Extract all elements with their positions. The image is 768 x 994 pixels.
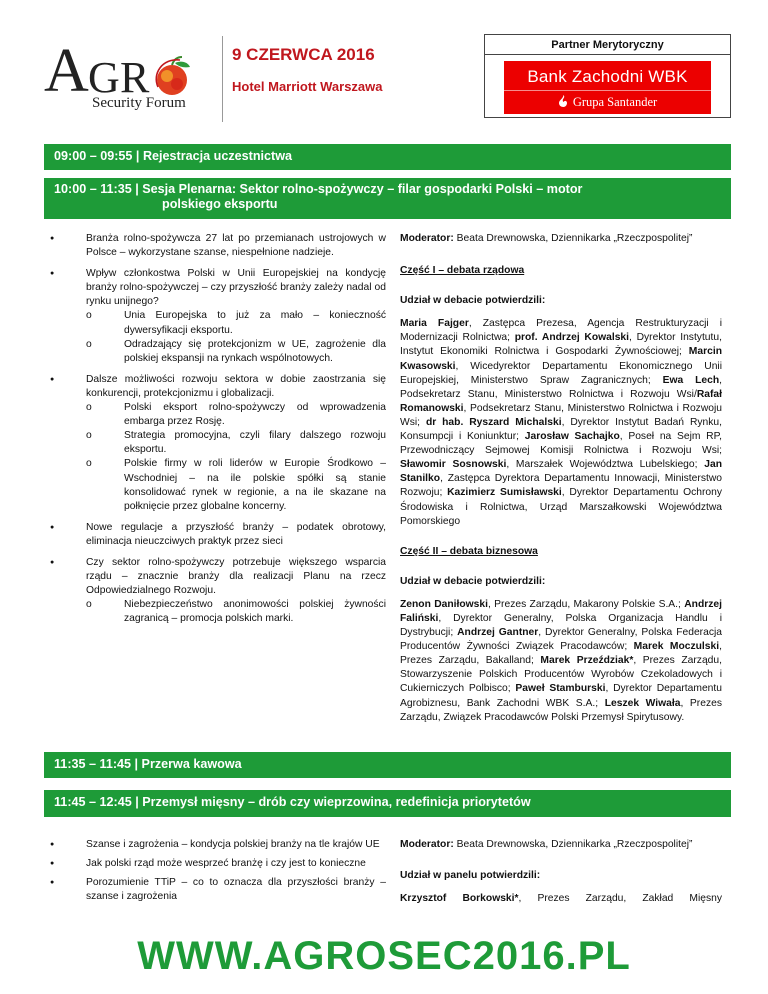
- part2-confirmed-label: Udział w debacie potwierdzili:: [400, 575, 546, 587]
- subtopic-item: o Odradzający się protekcjonizm w UE, zagrożenie dla polskiej ekspansji na rynkach wspólnotowych.: [86, 338, 386, 366]
- logo-letter-a: A: [44, 37, 89, 105]
- bank-logo: [504, 61, 711, 114]
- session2-panel: [400, 838, 722, 906]
- panel-participants: Krzysztof Borkowski*, Prezes Zarządu, Zakład Mięsny: [400, 893, 722, 905]
- header-divider: [222, 36, 223, 122]
- partner-divider: [485, 54, 730, 55]
- part1-participants: Maria Fajger, Zastępca Prezesa, Agencja Restrukturyzacji i Modernizacji Rolnictwa; prof. Andrzej Kowalski, Dyrektor Instytutu, Instytut Ekonomiki Rolnictwa i Gospodarki Żywnościowej; Marcin Kwasowski, Wicedyrektor Departamentu Ekonomicznego Unii Europejskiej, Ministerstwo Spraw Zagranicznych; Ewa Lech, Podsekretarz Stanu, Ministerstwo Rolnictwa i Rozwoju Wsi/Rafał Romanowski, Podsekretarz Stanu, Ministerstwo Rolnictwa i Rozwoju Wsi; dr hab. Ryszard Michalski, Dyrektor Instytut Badań Rynku, Konsumpcji i Koniunktur; Jarosław Sachajko, Poseł na Sejm RP, Przewodniczący Sejmowej Komisji Rolnictwa i Rozwoju Wsi; Sławomir Sosnowski, Marszałek Województwa Lubelskiego; Jan Stanilko, Zastępca Dyrektora Departamentu Innowacji, Ministerstwo Rozwoju; Kazimierz Sumisławski, Dyrektor Departamentu Ochrony Środowiska i Rolnictwa, Urząd Marszałkowski Województwa Pomorskiego: [400, 318, 723, 527]
- part2-participants: Zenon Daniłowski, Prezes Zarządu, Makarony Polskie S.A.; Andrzej Faliński, Dyrektor Generalny, Polska Organizacja Handlu i Dystrybucji; Andrzej Gantner, Dyrektor Generalny, Polska Federacja Producentów Żywności Związek Pracodawców; Marek Moczulski, Prezes Zarządu, Bakalland; Marek Przeździak*, Prezes Zarządu, Stowarzyszenie Polskich Producentów Wyrobów Czekoladowych i Cukierniczych Polbisco; Paweł Stamburski, Dyrektor Departamentu Agrobiznesu, Bank Zachodni WBK S.A.; Leszek Wiwała, Prezes Zarządu, Związek Pracodawców Polski Przemysł Spirytusowy.: [400, 598, 722, 723]
- part1-title: Część I – debata rządowa: [400, 265, 525, 277]
- session2-topics: [48, 838, 386, 911]
- agenda-bar-break: [44, 752, 731, 778]
- subtopic-item: o Polski eksport rolno-spożywczy od wprowadzenia embarga przez Rosję.: [86, 401, 386, 429]
- topic-item: ● Wpływ członkostwa Polski w Unii Europejskiej na kondycję branży rolno-spożywczej – czy przyszłość branży zależy nadal od rynku unijnego? o Unia Europejska to już za mało – konieczność dywersyfikacji eksportu. o Odradzający się protekcjonizm w UE, zagrożenie dla polskiej ekspansji na rynkach wspólnotowych.: [48, 267, 386, 366]
- topic-item: ● Porozumienie TTiP – co to oznacza dla przyszłości branży – szanse i zagrożenia: [48, 876, 386, 904]
- bank-group-name: Grupa Santander: [572, 95, 658, 109]
- partner-label: Partner Merytoryczny: [551, 39, 664, 51]
- session2-title: 11:45 – 12:45 | Przemysł mięsny – drób czy wieprzowina, redefinicja priorytetów: [54, 795, 531, 809]
- topic-item: ● Jak polski rząd może wesprzeć branżę i czy jest to konieczne: [48, 857, 386, 871]
- agenda-bar-session2: [44, 790, 731, 817]
- session1-title-line2: polskiego eksportu: [162, 197, 278, 211]
- part2-title: Część II – debata biznesowa: [400, 545, 538, 557]
- apple-icon: [148, 54, 196, 100]
- logo-letter-g: G: [88, 53, 120, 102]
- bank-name: Bank Zachodni WBK: [527, 67, 688, 86]
- session1-title-line1: 10:00 – 11:35 | Sesja Plenarna: Sektor rolno-spożywczy – filar gospodarki Polski – motor: [54, 182, 583, 196]
- registration-title: 09:00 – 09:55 | Rejestracja uczestnictwa: [54, 149, 293, 163]
- moderator-line: Moderator: Beata Drewnowska, Dziennikarka „Rzeczpospolitej”: [400, 233, 693, 244]
- subtopic-item: o Niebezpieczeństwo anonimowości polskiej żywności zagranicą – promocja polskich marki.: [86, 598, 386, 626]
- event-date: 9 CZERWCA 2016: [232, 45, 375, 64]
- panel-confirmed-label: Udział w panelu potwierdzili:: [400, 870, 541, 882]
- subtopic-item: o Strategia promocyjna, czyli filary dalszego rozwoju eksportu.: [86, 429, 386, 457]
- moderator-line: Moderator: Beata Drewnowska, Dziennikarka „Rzeczpospolitej”: [400, 839, 693, 850]
- topic-item: ● Dalsze możliwości rozwoju sektora w dobie zaostrzania się konkurencji, protekcjonizmu i globalizacji. o Polski eksport rolno-spożywczy od wprowadzenia embarga przez Rosję. o Strategia promocyjna, czyli filary dalszego rozwoju eksportu. o Polskie firmy w roli liderów w Europie Środkowo – Wschodniej – na ile polskie spółki są stanie konsolidować rynek w regionie, a na ile skazane na połknięcie przez globalne koncerny.: [48, 373, 386, 514]
- event-venue: Hotel Marriott Warszawa: [232, 79, 383, 94]
- agenda-bar-registration: [44, 144, 731, 170]
- agenda-bar-session1: [44, 178, 731, 219]
- part1-confirmed-label: Udział w debacie potwierdzili:: [400, 295, 546, 307]
- topic-item: ● Nowe regulacje a przyszłość branży – podatek obrotowy, eliminacja nieuczciwych praktyk przez sieci: [48, 521, 386, 549]
- topic-item: ● Czy sektor rolno-spożywczy potrzebuje większego wsparcia rządu – znacznie branży dla realizacji Planu na rzecz Odpowiedzialnego Rozwoju. o Niebezpieczeństwo anonimowości polskiej żywności zagranicą – promocja polskich marki.: [48, 556, 386, 626]
- logo-subtitle: Security Forum: [92, 95, 186, 111]
- santander-flame-icon: [558, 95, 569, 107]
- topic-item: ● Szanse i zagrożenia – kondycja polskiej branży na tle krajów UE: [48, 838, 386, 852]
- website-url[interactable]: WWW.AGROSEC2016.PL: [137, 934, 631, 978]
- session1-panel: [400, 232, 722, 725]
- logo-letter-r: R: [120, 53, 150, 102]
- agro-security-forum-logo: [44, 37, 219, 118]
- subtopic-item: o Unia Europejska to już za mało – konieczność dywersyfikacji eksportu.: [86, 309, 386, 337]
- break-title: 11:35 – 11:45 | Przerwa kawowa: [54, 757, 242, 771]
- partner-box: [484, 34, 731, 118]
- bank-group-line: [504, 94, 711, 110]
- session1-topics: [48, 232, 386, 633]
- subtopic-item: o Polskie firmy w roli liderów w Europie Środkowo – Wschodniej – na ile polskie spółki są stanie konsolidować rynek w regionie, a na ile skazane na połknięcie przez globalne koncerny.: [86, 457, 386, 513]
- bank-logo-divider: [504, 90, 711, 91]
- topic-item: ● Branża rolno-spożywcza 27 lat po przemianach ustrojowych w Polsce – wykorzystane szanse, niespełnione nadzieje.: [48, 232, 386, 260]
